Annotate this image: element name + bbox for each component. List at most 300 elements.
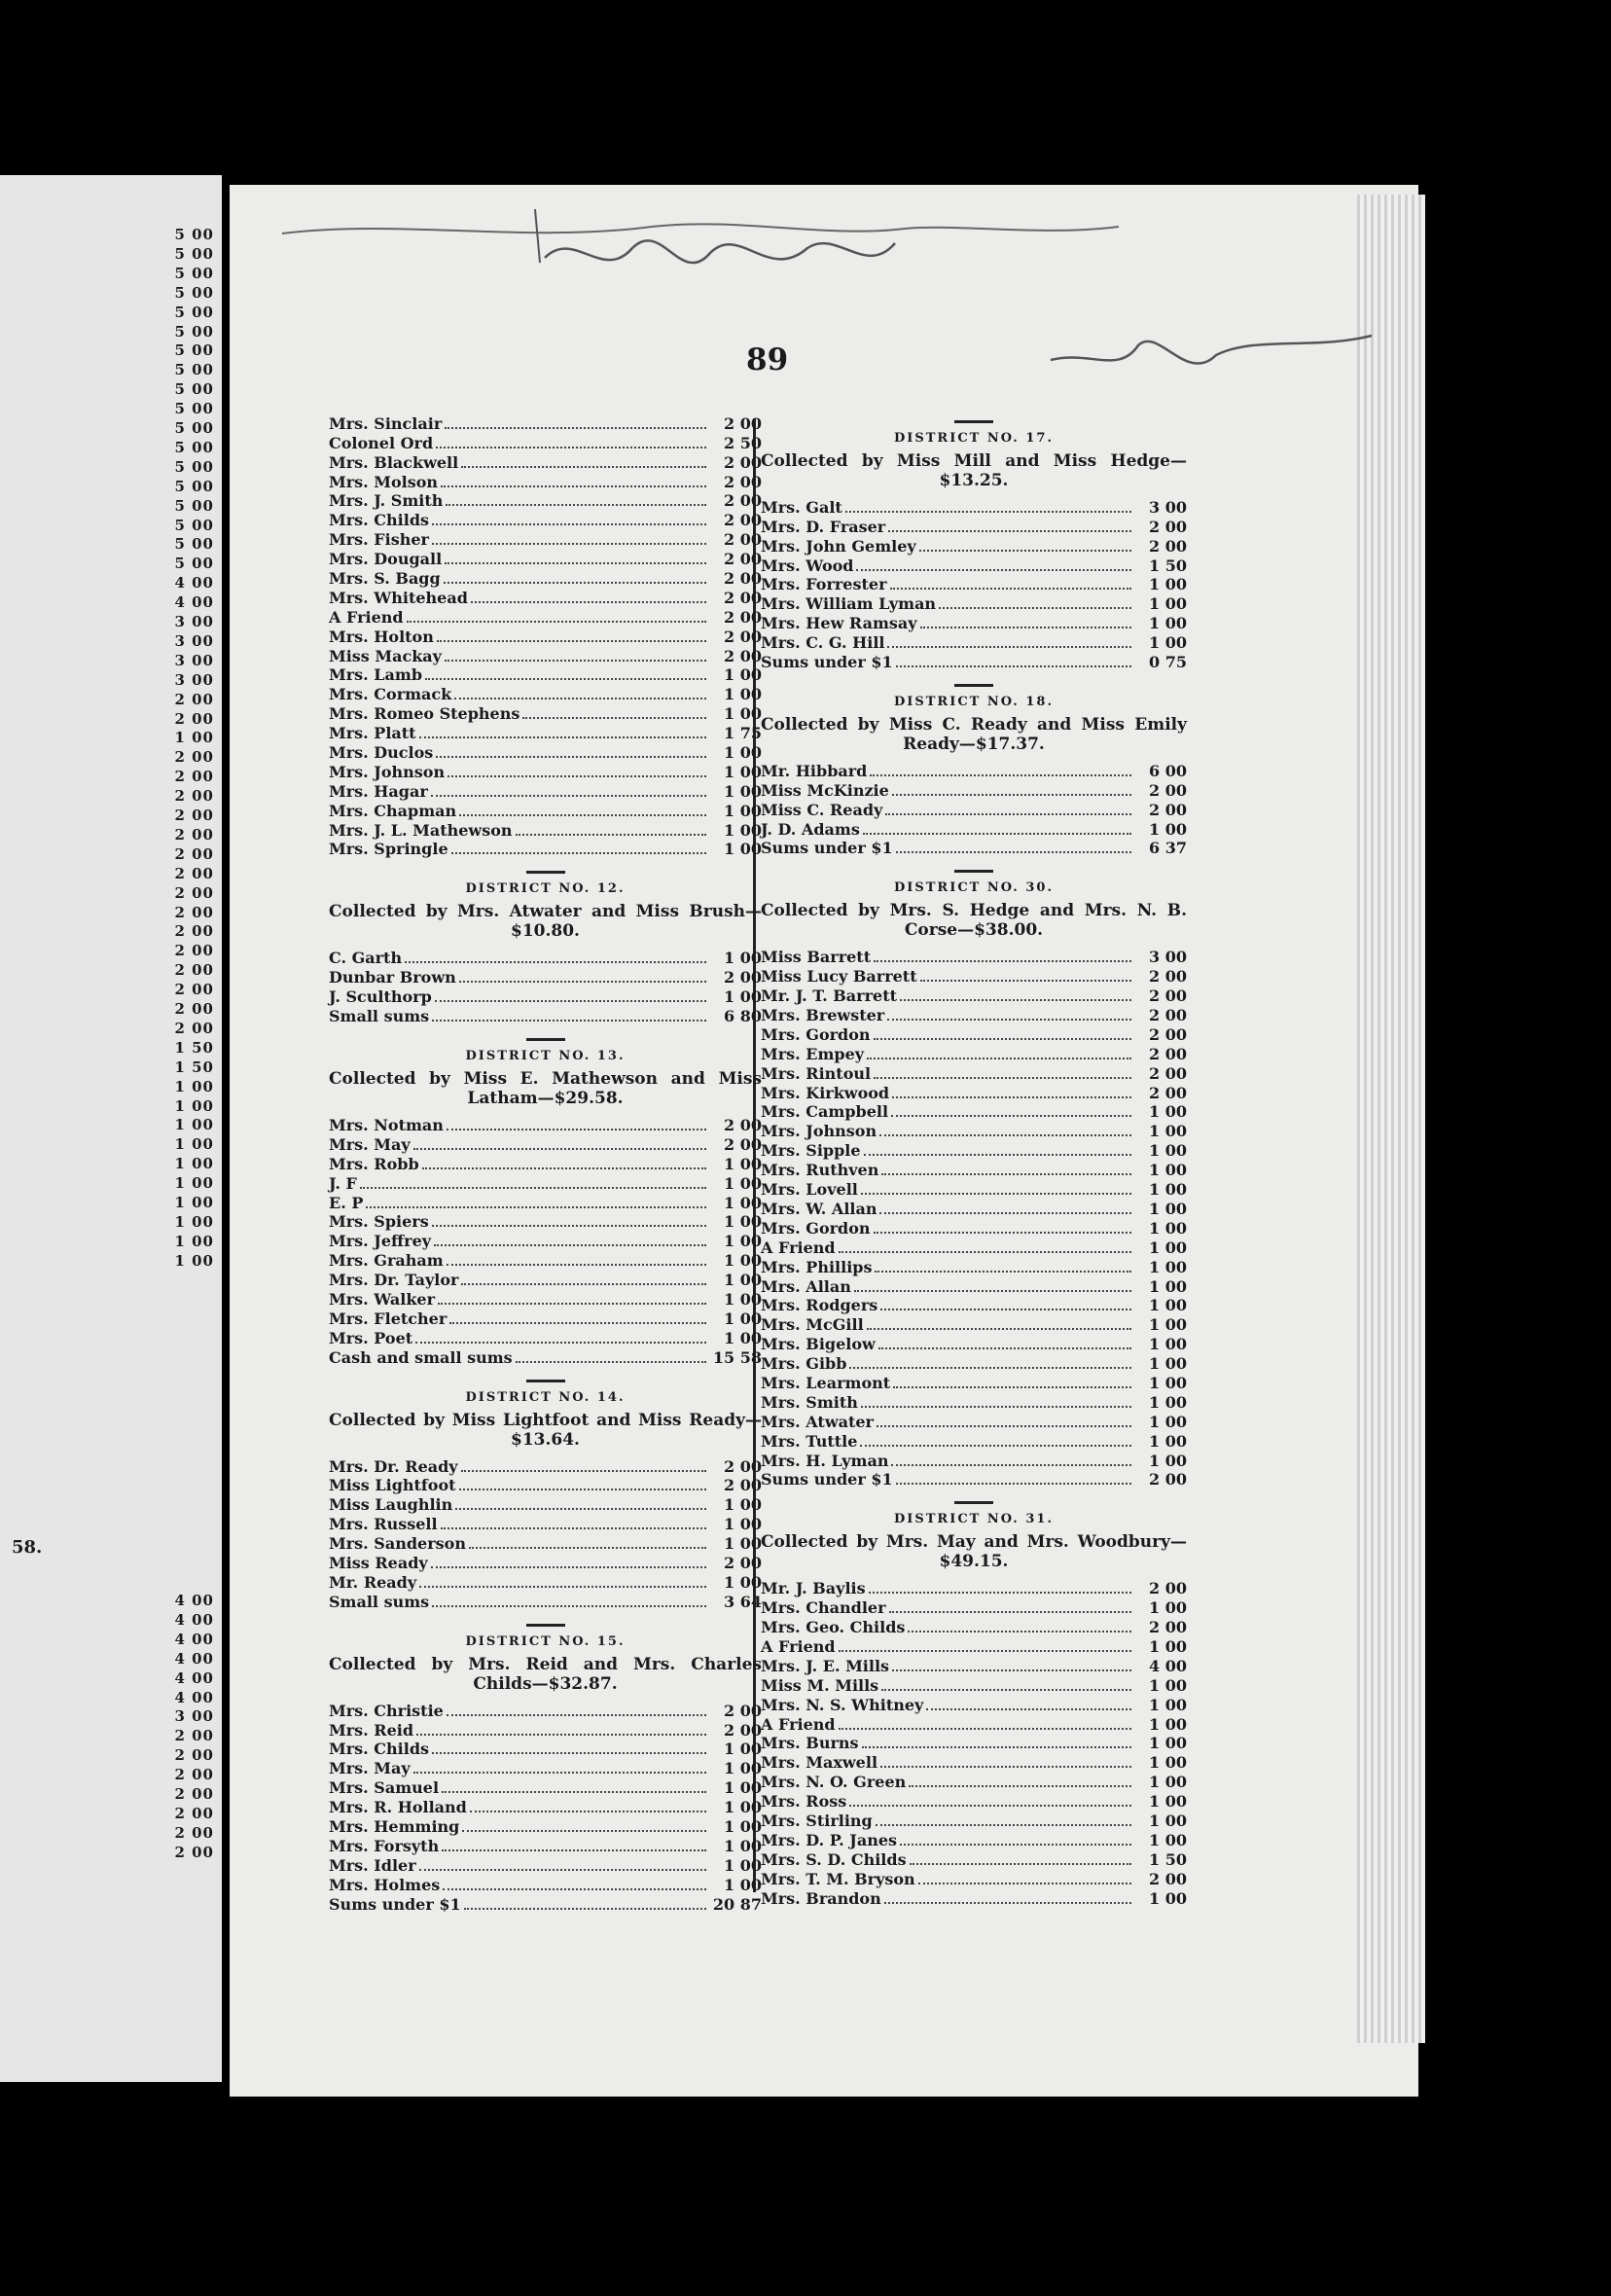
previous-page-amount: 5 00 [174, 457, 214, 476]
contribution-amount: 2 00 [1149, 536, 1187, 556]
leader-dots [438, 1303, 706, 1305]
list-item [761, 1635, 1187, 1655]
contributor-name: Mrs. Russell [329, 1515, 438, 1534]
contributor-name: Mrs. N. O. Green [761, 1773, 907, 1792]
contributor-name: Mrs. Ruthven [761, 1161, 879, 1180]
contribution-amount: 2 00 [724, 607, 762, 627]
previous-page-amount: 1 00 [174, 1155, 214, 1173]
list-item [329, 1815, 762, 1835]
contribution-amount: 2 00 [724, 530, 762, 550]
list-item [761, 1082, 1187, 1101]
list-item [761, 1139, 1187, 1159]
leader-dots [449, 1322, 706, 1324]
district-heading: DISTRICT NO. 15. [465, 1633, 626, 1649]
list-item [329, 1513, 762, 1532]
contributor-name: Mrs. Burns [761, 1734, 859, 1753]
list-item [329, 1192, 762, 1211]
previous-page-amount: 1 00 [174, 1174, 214, 1193]
leader-dots [845, 511, 1131, 513]
contribution-amount: 1 00 [724, 1251, 762, 1271]
previous-page-amount: 2 00 [174, 942, 214, 960]
list-item [329, 1739, 762, 1758]
contributor-name: Mrs. Sanderson [329, 1534, 466, 1554]
contributor-name: Mrs. Springle [329, 840, 448, 859]
contributor-name: Mrs. Christie [329, 1701, 444, 1720]
leader-dots [432, 543, 706, 545]
list-item [761, 1275, 1187, 1295]
contributor-name: Mrs. William Lyman [761, 594, 937, 614]
contribution-amount: 4 00 [1149, 1656, 1187, 1675]
leader-dots [432, 1752, 706, 1754]
contribution-amount: 1 00 [1149, 1714, 1187, 1734]
contributor-name: Mrs. Brandon [761, 1888, 881, 1908]
previous-page-amount: 4 00 [174, 1610, 214, 1629]
contribution-amount: 2 00 [724, 1476, 762, 1495]
list-item [761, 1577, 1187, 1596]
section-dash [526, 1380, 565, 1382]
previous-page-amount: 2 00 [174, 1766, 214, 1784]
list-item [761, 1887, 1187, 1907]
leader-dots [470, 1811, 706, 1812]
list-item [761, 574, 1187, 593]
contributor-name: Mr. J. T. Barrett [761, 987, 897, 1006]
previous-page-amount: 5 00 [174, 283, 214, 302]
contribution-amount: 1 50 [1149, 556, 1187, 575]
list-item [761, 1430, 1187, 1450]
contribution-amount: 1 00 [724, 665, 762, 685]
contributor-name: Mrs. Empey [761, 1044, 865, 1063]
leader-dots [881, 1689, 1131, 1691]
leader-dots [432, 1225, 706, 1227]
list-item [761, 516, 1187, 535]
previous-page-amount: 1 00 [174, 1194, 214, 1211]
contributor-name: Cash and small sums [329, 1347, 513, 1367]
district-heading: DISTRICT NO. 12. [465, 881, 626, 897]
leader-dots [892, 1096, 1131, 1098]
contributor-name: Mrs. Robb [329, 1154, 419, 1173]
contribution-amount: 1 00 [1149, 1830, 1187, 1849]
list-item [329, 1475, 762, 1494]
section-dash [954, 1501, 993, 1504]
list-item [329, 741, 762, 761]
contribution-amount: 2 00 [724, 452, 762, 472]
list-item [761, 1004, 1187, 1023]
contributor-name: Mrs. Cormack [329, 685, 452, 704]
leader-dots [436, 447, 706, 448]
list-item [761, 1198, 1187, 1217]
leader-dots [939, 607, 1131, 609]
leader-dots [880, 1766, 1131, 1768]
leader-dots [416, 1734, 706, 1736]
contribution-amount: 2 00 [1149, 1006, 1187, 1025]
leader-dots [419, 736, 706, 738]
contributor-name: Colonel Ord [329, 433, 434, 452]
contributor-name: Mrs. J. E. Mills [761, 1656, 890, 1675]
leader-dots [461, 1283, 706, 1285]
contribution-amount: 2 00 [1149, 987, 1187, 1006]
contribution-amount: 1 00 [724, 1836, 762, 1855]
contributor-name: Mrs. Fisher [329, 530, 429, 550]
contributor-name: Mrs. Smith [761, 1392, 858, 1412]
contributor-name: Miss Laughlin [329, 1495, 453, 1515]
list-item [329, 1114, 762, 1133]
previous-page-amount: 2 00 [174, 981, 214, 999]
leader-dots [469, 1547, 706, 1549]
list-item [329, 664, 762, 684]
previous-page-amount: 4 00 [174, 1688, 214, 1706]
contributor-name: Miss Lucy Barrett [761, 967, 917, 987]
contribution-amount: 2 00 [1149, 967, 1187, 987]
contribution-amount: 1 00 [724, 781, 762, 801]
previous-page-amount: 5 00 [174, 361, 214, 379]
leader-dots [441, 1527, 706, 1529]
contributor-name: Mrs. Holmes [329, 1875, 441, 1894]
contributor-name: Mrs. Samuel [329, 1778, 440, 1798]
district-section [329, 1624, 762, 1913]
leader-dots [879, 1134, 1131, 1136]
previous-page-amount: 5 00 [174, 555, 214, 573]
leader-dots [446, 504, 706, 506]
list-item [761, 1674, 1187, 1694]
contributor-name: Mrs. Childs [329, 511, 430, 530]
contribution-amount: 1 00 [724, 1798, 762, 1817]
contributor-name: Mrs. Spiers [329, 1212, 429, 1232]
previous-page-amount: 5 00 [174, 303, 214, 321]
contributor-name: Mrs. Hew Ramsay [761, 614, 917, 633]
contributor-name: Miss McKinzie [761, 780, 889, 800]
leader-dots [849, 1805, 1131, 1807]
leader-dots [919, 550, 1131, 552]
leader-dots [900, 999, 1131, 1001]
list-item [329, 1591, 762, 1610]
contributor-name: Mrs. Dr. Ready [329, 1456, 458, 1476]
district-section [761, 870, 1187, 1488]
previous-page-amount: 3 00 [174, 651, 214, 669]
leader-dots [876, 1824, 1131, 1826]
previous-page-amount: 1 50 [174, 1038, 214, 1057]
leader-dots [887, 1019, 1131, 1021]
contributor-name: Mrs. Graham [329, 1251, 444, 1271]
contribution-amount: 1 00 [724, 801, 762, 820]
leader-dots [880, 1309, 1131, 1310]
list-item [329, 1308, 762, 1327]
leader-dots [854, 1290, 1131, 1292]
contribution-amount: 2 00 [1149, 800, 1187, 819]
contribution-amount: 1 00 [1149, 1257, 1187, 1276]
contribution-amount: 1 00 [724, 1875, 762, 1894]
list-item [761, 985, 1187, 1004]
leader-dots [447, 1714, 706, 1716]
contribution-amount: 1 00 [724, 1154, 762, 1173]
previous-page-amount: 2 00 [174, 1727, 214, 1745]
previous-page-amount: 2 00 [174, 1000, 214, 1018]
list-item [761, 838, 1187, 857]
leader-dots [413, 1148, 706, 1150]
contributor-name: Mrs. Bigelow [761, 1335, 876, 1354]
previous-page-amount: 5 00 [174, 400, 214, 418]
section-dash [526, 871, 565, 874]
leader-dots [878, 1347, 1131, 1349]
contribution-amount: 1 00 [724, 820, 762, 840]
contributor-name: Mrs. Reid [329, 1720, 414, 1740]
contributor-name: Mrs. C. G. Hill [761, 633, 885, 653]
list-item [761, 1062, 1187, 1082]
contribution-amount: 2 00 [724, 1115, 762, 1134]
list-item [761, 1450, 1187, 1469]
contribution-amount: 1 00 [1149, 633, 1187, 653]
previous-page-amount: 2 00 [174, 748, 214, 767]
list-item [329, 528, 762, 548]
leader-dots [464, 1908, 706, 1910]
contribution-amount: 1 00 [1149, 1392, 1187, 1412]
leader-dots [869, 1592, 1131, 1594]
contribution-amount: 1 00 [724, 1309, 762, 1328]
list-item [761, 1655, 1187, 1674]
contribution-amount: 1 00 [1149, 1238, 1187, 1257]
contribution-amount: 1 00 [724, 762, 762, 781]
leader-dots [909, 1785, 1131, 1787]
contribution-amount: 2 00 [724, 1456, 762, 1476]
list-item [761, 1372, 1187, 1391]
previous-page-amount: 1 00 [174, 1232, 214, 1250]
leader-dots [896, 665, 1131, 667]
leader-dots [874, 1077, 1131, 1079]
contributor-name: Mrs. Hemming [329, 1816, 460, 1836]
contribution-amount: 1 00 [724, 1193, 762, 1212]
leader-dots [839, 1251, 1131, 1253]
contribution-amount: 1 00 [1149, 1102, 1187, 1122]
leader-dots [431, 795, 706, 797]
leader-dots [867, 1058, 1131, 1059]
leader-dots [413, 1772, 706, 1774]
contributor-name: Mrs. J. L. Mathewson [329, 820, 513, 840]
contribution-amount: 1 00 [724, 1232, 762, 1251]
leader-dots [432, 1020, 706, 1022]
contribution-amount: 2 00 [724, 627, 762, 646]
contribution-amount: 1 00 [1149, 1315, 1187, 1335]
previous-page-amount: 3 00 [174, 631, 214, 650]
contributor-name: Small sums [329, 1007, 430, 1026]
leader-dots [920, 980, 1131, 982]
leader-dots [443, 1888, 706, 1890]
list-item [761, 496, 1187, 516]
previous-page-amount: 2 00 [174, 1843, 214, 1861]
previous-page-amount: 2 00 [174, 1823, 214, 1842]
leader-dots [432, 1605, 706, 1607]
leader-dots [447, 1129, 706, 1130]
leader-dots [437, 640, 706, 642]
contribution-amount: 1 00 [1149, 819, 1187, 839]
list-item [329, 451, 762, 471]
list-item [761, 1848, 1187, 1868]
list-item [761, 1217, 1187, 1237]
leader-dots [862, 1746, 1131, 1748]
leader-dots [454, 698, 706, 700]
leader-dots [415, 1342, 706, 1344]
leader-dots [875, 1271, 1131, 1273]
contribution-amount: 1 00 [724, 1212, 762, 1232]
leader-dots [405, 961, 706, 963]
contribution-amount: 1 00 [724, 1572, 762, 1592]
leader-dots [522, 717, 706, 719]
contribution-amount: 2 00 [724, 511, 762, 530]
list-item [329, 471, 762, 490]
page-number: 89 [746, 342, 789, 377]
contributor-name: Mrs. Dr. Taylor [329, 1271, 459, 1290]
list-item [329, 1719, 762, 1739]
list-item [761, 1733, 1187, 1752]
contribution-amount: 2 00 [1149, 517, 1187, 536]
contributor-name: Miss Lightfoot [329, 1476, 456, 1495]
contribution-amount: 1 00 [724, 1515, 762, 1534]
contribution-amount: 1 00 [1149, 1792, 1187, 1812]
district-section [761, 420, 1187, 670]
contributor-name: Mrs. Forsyth [329, 1836, 440, 1855]
list-item [761, 535, 1187, 555]
list-item [761, 779, 1187, 799]
list-item [329, 1854, 762, 1874]
list-item [761, 818, 1187, 838]
contributor-name: C. Garth [329, 949, 403, 968]
contributor-name: Mrs. Lamb [329, 665, 423, 685]
previous-page [0, 175, 222, 2082]
section-dash [526, 1624, 565, 1627]
contributor-name: Mrs. Forrester [761, 575, 887, 594]
contributor-name: Mrs. Platt [329, 724, 416, 743]
previous-page-amount: 3 00 [174, 613, 214, 630]
contribution-amount: 1 00 [1149, 1276, 1187, 1296]
previous-page-amount: 2 00 [174, 864, 214, 882]
contribution-amount: 1 00 [724, 1740, 762, 1759]
list-item [329, 1835, 762, 1854]
contributor-name: Mrs. Idler [329, 1855, 416, 1875]
contributor-name: Mrs. Childs [329, 1740, 430, 1759]
contributor-name: Mrs. D. P. Janes [761, 1830, 898, 1849]
list-item [761, 1101, 1187, 1121]
contributor-name: Mrs. T. M. Bryson [761, 1869, 915, 1888]
list-item [761, 612, 1187, 631]
leader-dots [867, 1328, 1131, 1330]
list-item [761, 946, 1187, 965]
contributor-name: A Friend [329, 607, 404, 627]
contributor-name: Mrs. Sinclair [329, 413, 443, 433]
contributor-name: Mrs. Romeo Stephens [329, 704, 520, 724]
contributor-name: Mrs. Blackwell [329, 452, 459, 472]
leader-dots [874, 1038, 1131, 1040]
contribution-amount: 1 00 [724, 743, 762, 763]
contribution-amount: 2 00 [1149, 1470, 1187, 1489]
list-item [761, 1237, 1187, 1256]
contributor-name: Mrs. May [329, 1134, 411, 1154]
contributor-name: Mrs. Campbell [761, 1102, 889, 1122]
contributor-name: Mrs. Chandler [761, 1598, 886, 1618]
contribution-amount: 2 00 [1149, 1869, 1187, 1888]
section-dash [526, 1038, 565, 1041]
contribution-amount: 1 00 [1149, 1122, 1187, 1141]
contributor-name: Mrs. J. Smith [329, 491, 444, 511]
contribution-amount: 1 00 [724, 685, 762, 704]
previous-page-amount: 4 00 [174, 593, 214, 612]
contribution-amount: 2 00 [1149, 1618, 1187, 1637]
list-item [329, 1532, 762, 1552]
list-item [761, 1391, 1187, 1411]
list-item [329, 1893, 762, 1913]
contribution-amount: 1 00 [1149, 614, 1187, 633]
list-item [329, 1700, 762, 1719]
collectors-line: Collected by Miss E. Mathewson and Miss Latham—$29.58. [329, 1069, 762, 1109]
contribution-amount: 2 00 [724, 1134, 762, 1154]
district-heading: DISTRICT NO. 31. [894, 1512, 1054, 1527]
contributor-name: Mrs. Dougall [329, 550, 443, 569]
contribution-amount: 6 00 [1149, 761, 1187, 780]
handwritten-scribble [282, 190, 1401, 423]
leader-dots [920, 627, 1131, 628]
list-item [329, 722, 762, 741]
list-item [329, 432, 762, 451]
contributor-name: Miss C. Ready [761, 800, 883, 819]
leader-dots [889, 1611, 1131, 1613]
leader-dots [839, 1728, 1131, 1730]
leader-dots [445, 427, 706, 429]
list-item [761, 1751, 1187, 1771]
list-item [329, 1455, 762, 1475]
contribution-amount: 1 00 [724, 1855, 762, 1875]
contributor-name: Miss Barrett [761, 948, 872, 967]
contribution-amount: 1 00 [1149, 1161, 1187, 1180]
contributor-name: Mrs. Tuttle [761, 1431, 858, 1451]
contribution-amount: 1 50 [1149, 1849, 1187, 1869]
contributor-name: Mrs. Holton [329, 627, 434, 646]
contributor-name: Mrs. Gibb [761, 1354, 847, 1374]
contributor-name: Mrs. Johnson [761, 1122, 877, 1141]
contribution-amount: 1 00 [724, 1816, 762, 1836]
contribution-amount: 1 00 [1149, 1451, 1187, 1470]
leader-dots [874, 1232, 1131, 1234]
contributor-name: J. D. Adams [761, 819, 860, 839]
contribution-amount: 1 00 [1149, 1888, 1187, 1908]
left-column [329, 413, 762, 1913]
leader-dots [881, 1173, 1131, 1175]
district-heading: DISTRICT NO. 17. [894, 431, 1054, 446]
page-edge [1357, 195, 1425, 2043]
previous-page-amount: 5 00 [174, 341, 214, 360]
leader-dots [434, 1244, 706, 1246]
leader-dots [896, 851, 1131, 853]
contributor-name: Mrs. McGill [761, 1315, 864, 1335]
contribution-amount: 1 00 [1149, 1695, 1187, 1714]
list-item [761, 1596, 1187, 1616]
previous-page-amount: 1 00 [174, 729, 214, 747]
contributor-name: Miss Mackay [329, 646, 442, 665]
contribution-amount: 1 00 [1149, 1773, 1187, 1792]
contribution-amount: 2 00 [1149, 1579, 1187, 1598]
contribution-amount: 1 00 [1149, 1412, 1187, 1431]
contributor-name: Sums under $1 [329, 1894, 461, 1914]
contributor-name: Mrs. Brewster [761, 1006, 885, 1025]
contributor-name: Mrs. D. Fraser [761, 517, 886, 536]
previous-page-amount: 5 00 [174, 535, 214, 554]
contribution-amount: 1 00 [1149, 1199, 1187, 1218]
previous-page-amount: 1 00 [174, 1077, 214, 1095]
contribution-amount: 1 00 [724, 840, 762, 859]
contribution-amount: 1 00 [1149, 1218, 1187, 1238]
leader-dots [459, 1489, 706, 1490]
previous-page-amount: 4 00 [174, 1649, 214, 1668]
list-item [761, 1352, 1187, 1372]
contributor-name: Mrs. Learmont [761, 1373, 891, 1392]
contributor-name: Mrs. Lovell [761, 1180, 858, 1200]
contribution-amount: 2 00 [724, 413, 762, 433]
